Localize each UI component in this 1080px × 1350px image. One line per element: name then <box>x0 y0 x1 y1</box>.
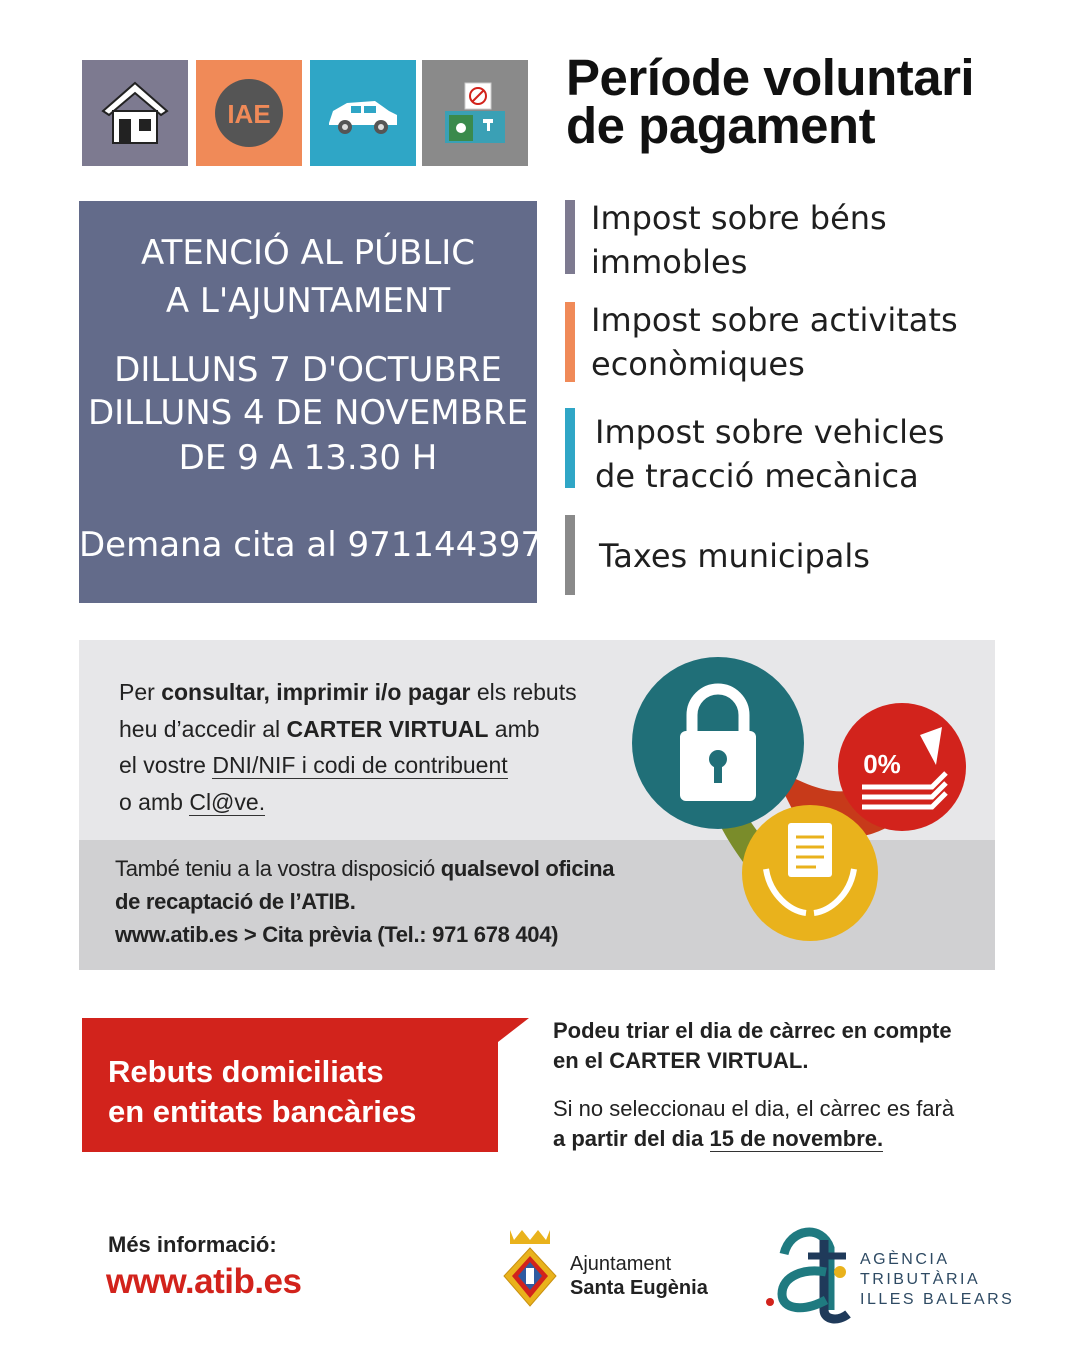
tax-label-line-2: econòmiques <box>591 345 805 383</box>
text-bold: a partir del dia <box>553 1126 710 1151</box>
tax-label <box>599 534 870 578</box>
page-title <box>566 49 1026 154</box>
tax-item-activities <box>565 302 1005 382</box>
text: amb <box>488 715 540 742</box>
tax-label <box>595 410 944 498</box>
tax-label-line-1: Impost sobre activitats <box>591 301 958 339</box>
tax-label <box>591 196 887 284</box>
text: Per <box>119 679 162 705</box>
office-info-text <box>115 852 614 951</box>
tax-bar <box>565 302 575 382</box>
attention-line-5: DE 9 A 13.30 H <box>178 438 438 478</box>
text: o amb <box>119 788 190 815</box>
default-charge-text <box>553 1094 954 1154</box>
tax-label-line-1: Impost sobre béns <box>591 199 887 237</box>
appointment-phone: Demana cita al 971144397 <box>79 525 543 565</box>
virtual-line-2 <box>119 711 577 748</box>
text: els rebuts <box>470 679 577 705</box>
virtual-line-4 <box>119 784 577 821</box>
bin-tile <box>422 60 528 166</box>
car-tile <box>310 60 416 166</box>
tax-item-property <box>565 199 1005 281</box>
tax-label-line-2: immobles <box>591 243 748 281</box>
attention-line-3: DILLUNS 7 D'OCTUBRE <box>114 350 502 390</box>
text-bold: consultar, imprimir i/o pagar <box>161 679 471 705</box>
atib-name <box>860 1250 1014 1310</box>
text-bold: qualsevol oficina <box>440 856 615 881</box>
percent-label: 0% <box>863 749 901 779</box>
title-line-1: Període voluntari <box>566 49 975 106</box>
atib-logo-icon <box>760 1214 860 1326</box>
iae-icon <box>209 73 289 153</box>
title-line-2: de pagament <box>566 97 876 154</box>
charge-line-1: Podeu triar el dia de càrrec en compte <box>553 1018 952 1043</box>
atib-website-link[interactable]: www.atib.es <box>106 1262 302 1301</box>
attention-line-1: ATENCIÓ AL PÚBLIC <box>140 233 476 273</box>
house-tile <box>82 60 188 166</box>
text: També teniu a la vostra disposició <box>115 856 441 881</box>
iae-tile <box>196 60 302 166</box>
tax-bar <box>565 515 575 595</box>
charge-day-text <box>553 1016 952 1076</box>
office-line-3: www.atib.es > Cita prèvia (Tel.: 971 678 404) <box>115 922 559 947</box>
charge-line-3: Si no seleccionau el dia, el càrrec es farà <box>553 1096 955 1121</box>
atib-line-3: ILLES BALEARS <box>860 1291 1015 1308</box>
house-icon <box>95 73 175 153</box>
ajuntament-crest-icon <box>500 1226 560 1310</box>
text-underlined: DNI/NIF i codi de contribuent <box>212 752 508 778</box>
ajuntament-name <box>570 1252 708 1300</box>
ajuntament-line-2: Santa Eugènia <box>570 1277 708 1299</box>
charge-line-4 <box>553 1124 954 1154</box>
office-line-1 <box>115 852 614 885</box>
tax-label <box>591 298 958 386</box>
virtual-line-3 <box>119 747 577 784</box>
tax-item-vehicles <box>565 408 1005 495</box>
discount-circle <box>838 703 966 831</box>
charge-line-2: en el CARTER VIRTUAL. <box>553 1048 809 1073</box>
clave-link: Cl@ve. <box>189 788 266 815</box>
banner-line-1: Rebuts domiciliats <box>108 1054 384 1089</box>
virtual-line-1 <box>119 674 577 711</box>
virtual-info-text <box>119 674 577 820</box>
text: el vostre <box>119 752 213 778</box>
text: heu d’accedir al <box>119 715 287 742</box>
tax-label-line-1: Impost sobre vehicles <box>595 413 945 451</box>
car-icon <box>323 73 403 153</box>
attention-line-4: DILLUNS 4 DE NOVEMBRE <box>87 393 529 433</box>
atib-line-2: TRIBUTÀRIA <box>860 1271 981 1288</box>
ajuntament-line-1: Ajuntament <box>570 1253 672 1275</box>
tax-item-municipal <box>565 515 1005 595</box>
charge-date: 15 de novembre. <box>709 1126 884 1151</box>
security-graphic <box>620 655 980 955</box>
tax-label-line-1: Taxes municipals <box>599 537 870 575</box>
tax-bar <box>565 408 575 488</box>
office-line-2: de recaptació de l’ATIB. <box>115 889 356 914</box>
attention-box <box>79 201 543 603</box>
iae-label: IAE <box>227 99 271 129</box>
banner-line-2: en entitats bancàries <box>108 1094 417 1129</box>
text-bold: CARTER VIRTUAL <box>286 715 489 742</box>
attention-line-2: A L'AJUNTAMENT <box>165 281 451 321</box>
atib-line-1: AGÈNCIA <box>860 1251 950 1268</box>
bin-icon <box>435 73 515 153</box>
direct-debit-text <box>108 1052 416 1132</box>
tax-bar <box>565 200 575 274</box>
more-info-label: Més informació: <box>108 1232 277 1257</box>
tax-label-line-2: de tracció mecànica <box>595 457 919 495</box>
